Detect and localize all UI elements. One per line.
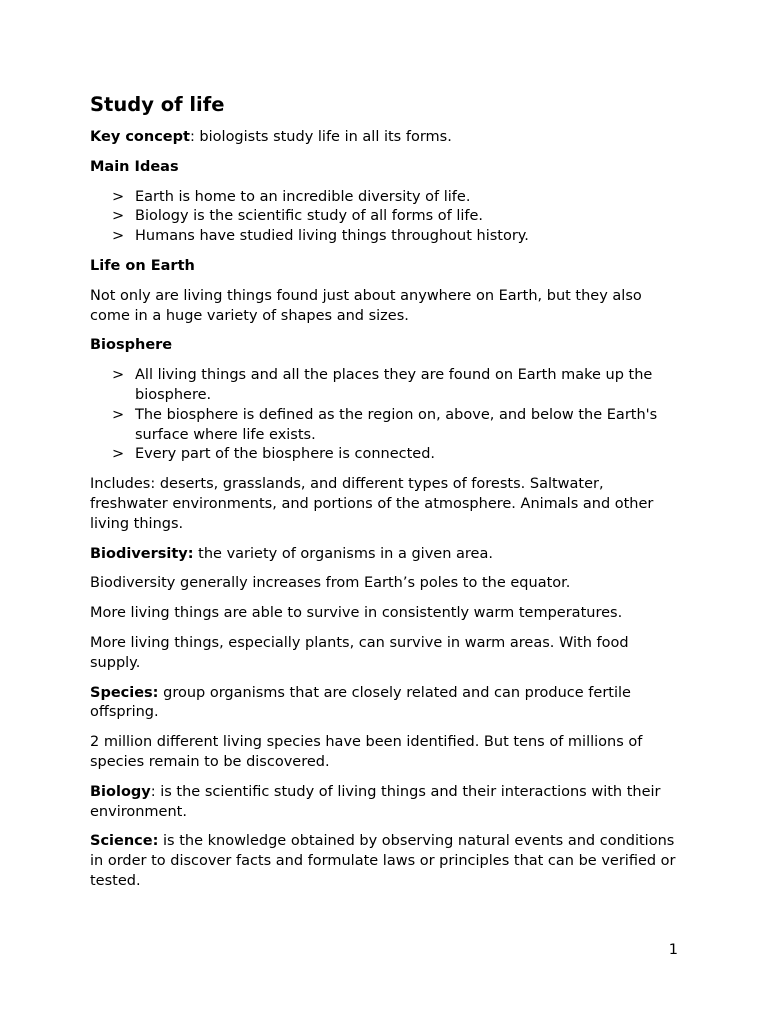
list-item bbox=[90, 445, 680, 465]
species-term: Species: bbox=[90, 684, 159, 701]
biosphere-heading: Biosphere bbox=[90, 337, 173, 354]
main-ideas-list bbox=[90, 188, 680, 247]
list-marker: > bbox=[112, 406, 125, 423]
document-page bbox=[90, 92, 680, 902]
species-text: group organisms that are closely related and can produce fertile offspring. bbox=[90, 684, 631, 721]
list-marker: > bbox=[112, 228, 125, 245]
list-item bbox=[90, 406, 680, 446]
list-item-text: All living things and all the places they are found on Earth make up the biosphere. bbox=[135, 367, 653, 403]
list-marker: > bbox=[112, 188, 125, 205]
biodiversity-definition bbox=[90, 545, 680, 565]
main-ideas-heading: Main Ideas bbox=[90, 158, 179, 175]
biodiversity-term: Biodiversity: bbox=[90, 545, 194, 562]
biology-text: : is the scientific study of living things and their interactions with their environment. bbox=[90, 783, 661, 820]
key-concept-paragraph bbox=[90, 128, 680, 148]
list-marker: > bbox=[112, 208, 125, 225]
science-definition bbox=[90, 832, 680, 891]
biology-definition bbox=[90, 783, 680, 823]
page-number: 1 bbox=[668, 942, 678, 958]
list-marker: > bbox=[112, 446, 125, 463]
list-item-text: Earth is home to an incredible diversity of life. bbox=[135, 188, 471, 205]
science-term: Science: bbox=[90, 833, 159, 850]
biology-term: Biology bbox=[90, 783, 151, 800]
list-marker: > bbox=[112, 367, 125, 384]
list-item-text: The biosphere is defined as the region on, above, and below the Earth's surface where life exists. bbox=[135, 406, 658, 443]
biodiversity-note-3: More living things, especially plants, can survive in warm areas. With food supply. bbox=[90, 634, 629, 671]
list-item-text: Every part of the biosphere is connected. bbox=[135, 446, 436, 463]
key-concept-term: Key concept bbox=[90, 129, 190, 145]
list-item bbox=[90, 188, 680, 208]
biosphere-includes-paragraph: Includes: deserts, grasslands, and different types of forests. Saltwater, freshwater environments, and portions of the atmosphere. Animals and other living things. bbox=[90, 476, 654, 532]
list-item-text: Biology is the scientific study of all forms of life. bbox=[135, 208, 484, 225]
species-note: 2 million different living species have been identified. But tens of millions of species remain to be discovered. bbox=[90, 734, 643, 770]
life-on-earth-paragraph: Not only are living things found just about anywhere on Earth, but they also come in a huge variety of shapes and sizes. bbox=[90, 287, 642, 324]
list-item-text: Humans have studied living things throughout history. bbox=[135, 228, 529, 245]
biodiversity-text: the variety of organisms in a given area. bbox=[193, 545, 493, 562]
list-item bbox=[90, 366, 680, 406]
life-on-earth-heading: Life on Earth bbox=[90, 257, 195, 274]
science-text: is the knowledge obtained by observing natural events and conditions in order to discover facts and formulate laws or principles that can be verified or tested. bbox=[90, 833, 676, 889]
key-concept-text: : biologists study life in all its forms. bbox=[189, 129, 452, 145]
species-definition bbox=[90, 684, 680, 724]
biodiversity-note-1: Biodiversity generally increases from Earth’s poles to the equator. bbox=[90, 575, 571, 592]
list-item bbox=[90, 227, 680, 247]
list-item bbox=[90, 207, 680, 227]
page-title: Study of life bbox=[90, 93, 225, 116]
biodiversity-note-2: More living things are able to survive in consistently warm temperatures. bbox=[90, 605, 623, 622]
biosphere-list bbox=[90, 366, 680, 465]
